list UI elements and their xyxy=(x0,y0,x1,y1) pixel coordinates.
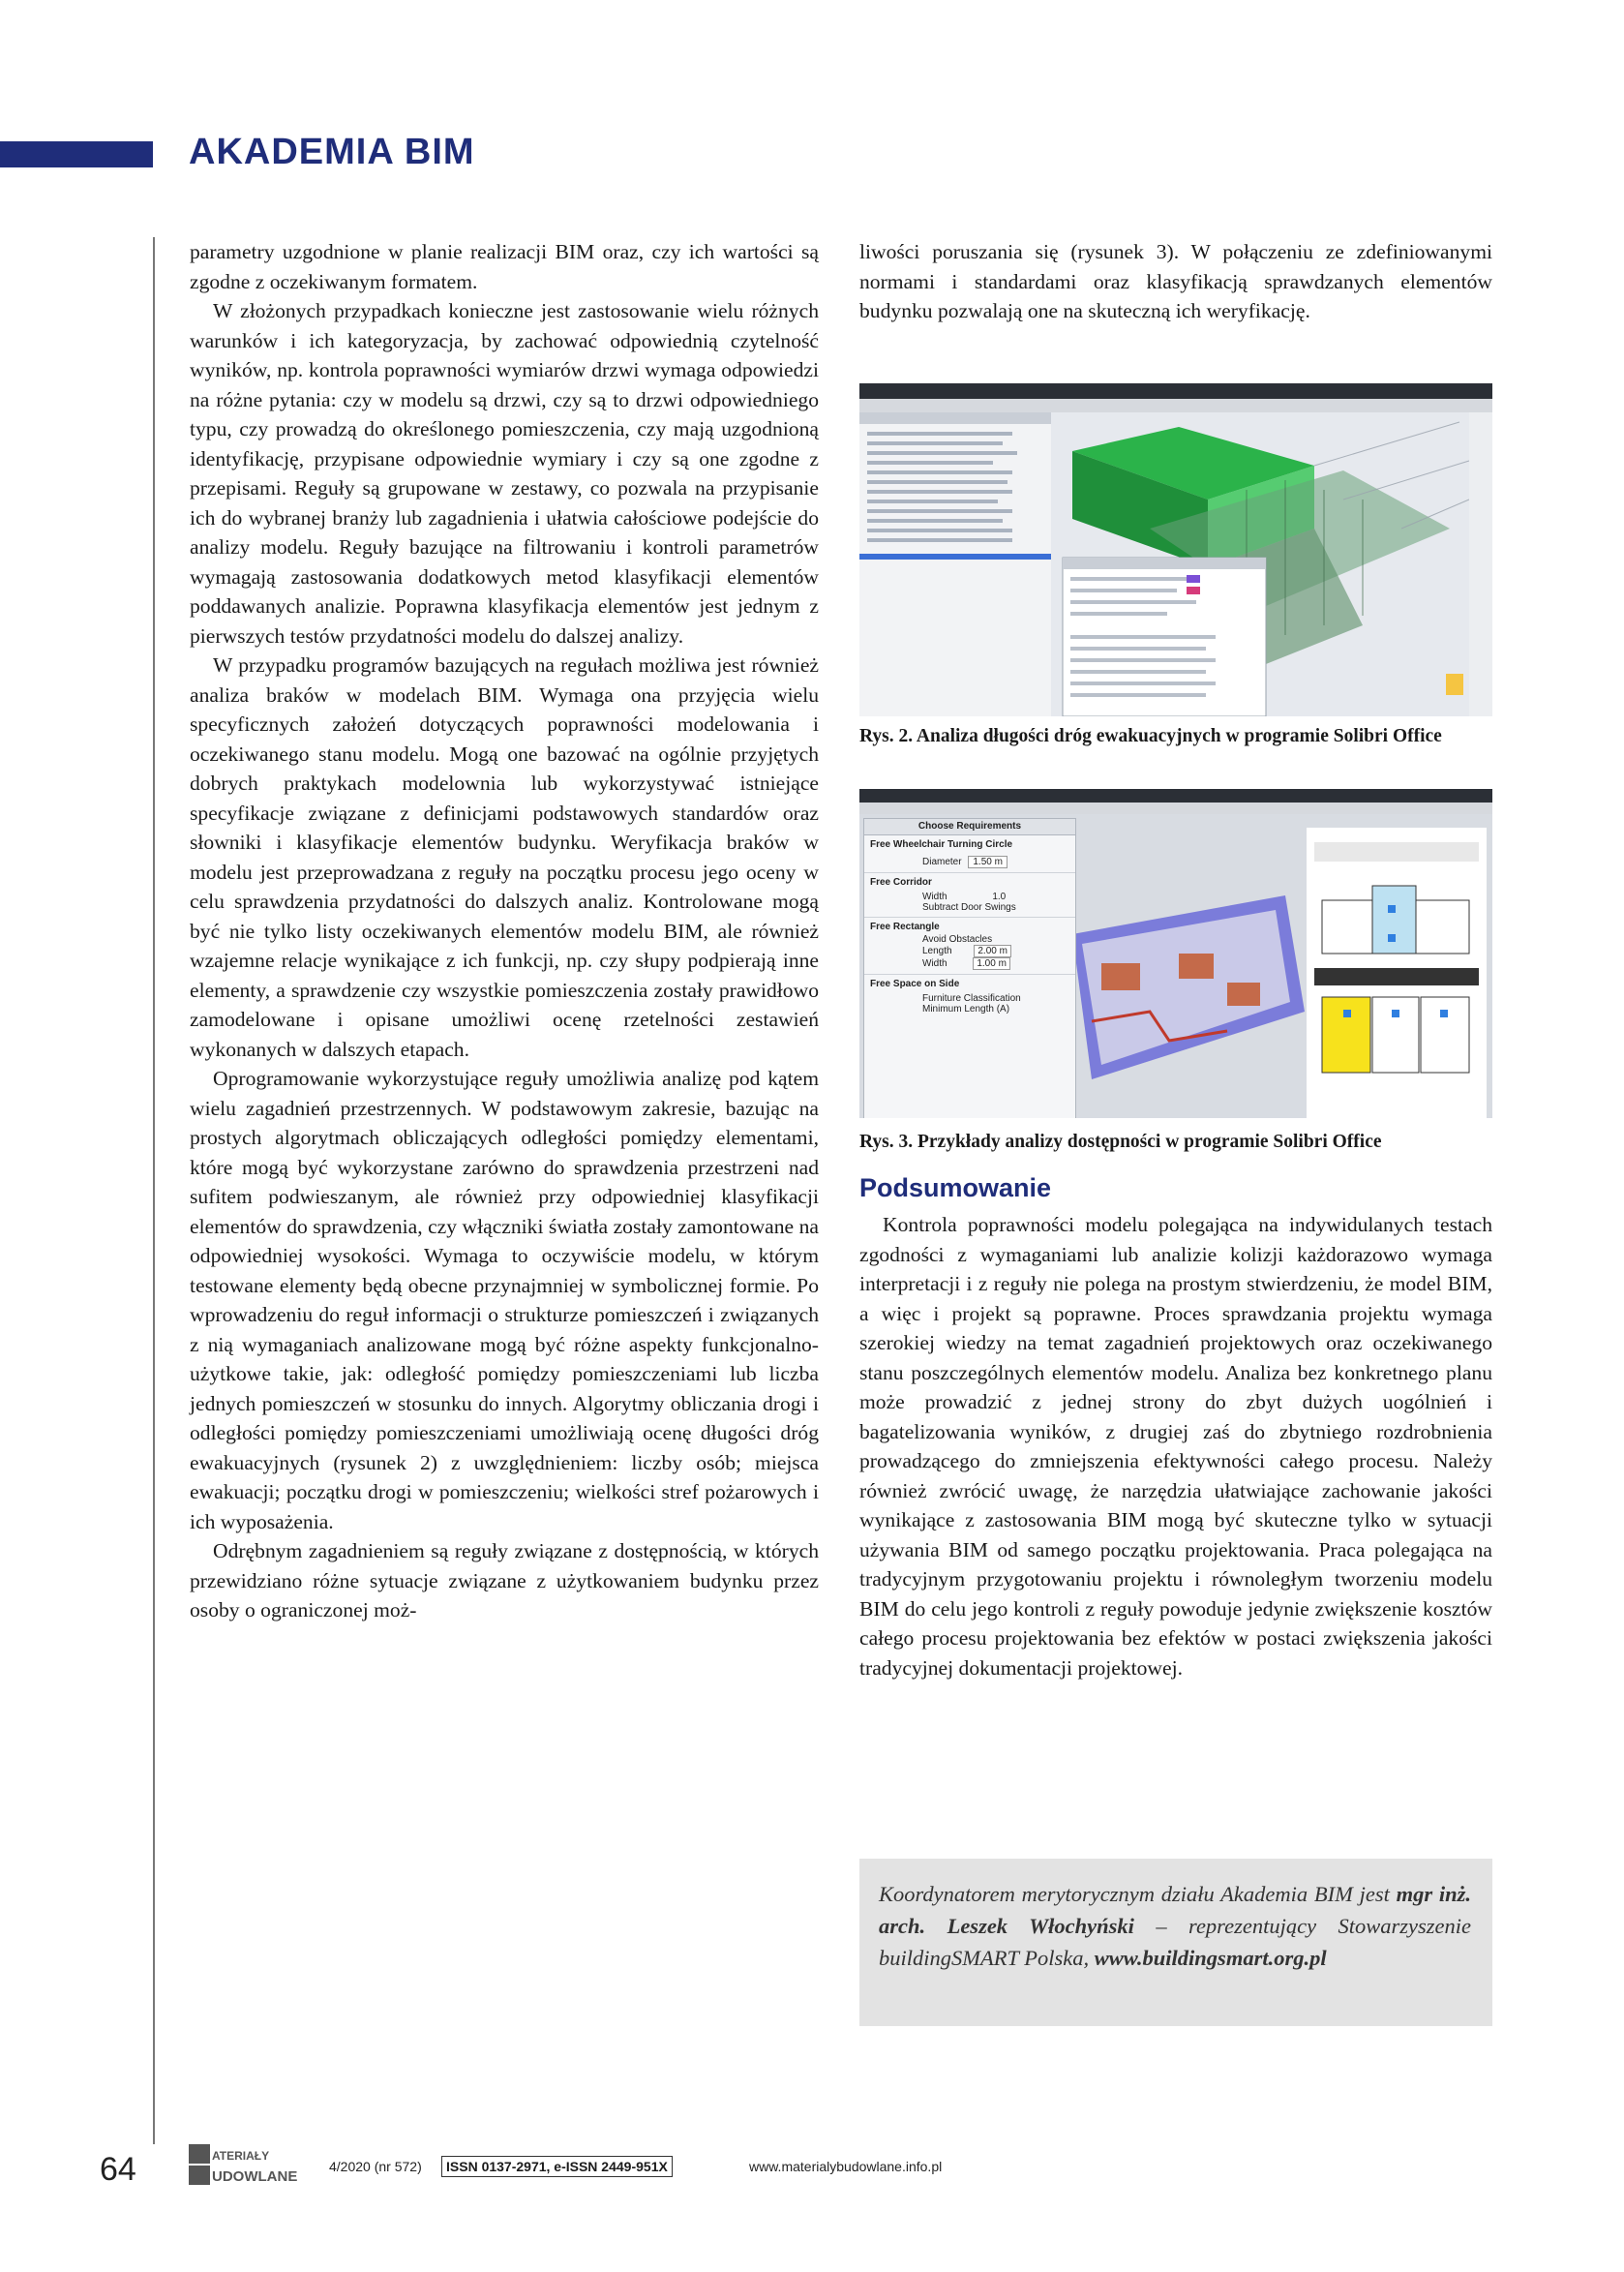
width-label: Width xyxy=(922,892,947,902)
right-column-top xyxy=(859,237,1492,326)
figure-2-screenshot xyxy=(859,383,1492,716)
requirement-label: Free Space on Side xyxy=(870,979,960,989)
diameter-label: Diameter xyxy=(922,857,962,867)
avoid-obstacles-label[interactable]: Avoid Obstacles xyxy=(922,934,993,945)
requirement-item[interactable] xyxy=(864,873,1075,918)
paragraph: Kontrola poprawności modelu polegająca na indywidulanych testach zgodności z wymaganiami lub analizie kolizji każdorazowo wymaga interpretacji i z reguły nie polega na prostym stwierdzeniu, że model BIM, a więc i projekt są poprawne. Proces sprawdzania projektu wymaga szerokiej wiedzy na temat zagadnień projektowych oraz oczekiwanego stanu poszczególnych elementów modelu. Analiza bez konkretnego planu może prowadzić z jednej strony do zbyt dużych uogólnień i bagatelizowania wyników, z drugiej zaś do zbytniego rozdrobnienia prowadzącego do zmniejszenia efektywności całego procesu. Należy również zwrócić uwagę, że narzędzia ułatwiające zachowanie jakości wynikające z zastosowania BIM mogą być skuteczne tylko w sytuacji używania BIM od samego początku projektowania. Praca polegająca na tradycyjnym przygotowaniu projektu i równoległym tworzeniu modelu BIM do celu jego kontroli z reguły powoduje jedynie zwiększenie kosztów całego procesu projektowania bez efektów w postaci zwiększenia jakości tradycyjnej dokumentacji projektowej. xyxy=(859,1213,1492,1680)
paragraph: W złożonych przypadkach konieczne jest zastosowanie wielu różnych warunków i ich kategoryzacja, by zachować odpowiednią czytelność wyników, np. kontrola poprawności wymiarów drzwi wymaga odpowiedzi na różne pytania: czy w modelu są drzwi, czy są to drzwi odpowiedniego typu, czy prowadzą do określonego pomieszczenia, czy mają uzgodnioną identyfikację, przypisane odpowiednie wymiary i czy są one zgodne z przepisami. Reguły są grupowane w zestawy, co pozwala na przypisanie ich do wybranej branży lub zagadnienia i ułatwia całościowe podejście do analizy modelu. Reguły bazujące na filtrowaniu i kontroli parametrów wymagają zastosowania dodatkowych metod klasyfikacji elementów poddawanych analizie. Poprawna klasyfikacja elementów jest jednym z pierwszych testów przydatności modelu do dalszej analizy. xyxy=(190,299,819,648)
right-column-summary xyxy=(859,1210,1492,1682)
column-rule xyxy=(153,237,155,2144)
diameter-value[interactable]: 1.50 m xyxy=(968,856,1007,868)
issn-box: ISSN 0137-2971, e-ISSN 2449-951X xyxy=(441,2156,673,2177)
requirement-label: Free Wheelchair Turning Circle xyxy=(870,839,1013,850)
paragraph: Oprogramowanie wykorzystujące reguły umożliwia analizę pod kątem wielu zagadnień przestrzennych. W podstawowym zakresie, bazując na prostych algorytmach obliczających odległości pomiędzy elementami, które mogą być wykorzystane zarówno do sprawdzenia przestrzeni nad sufitem podwieszanym, ale również przy odpowiedniej klasyfikacji elementów do sprawdzenia, czy włączniki światła zostały zamontowane na odpowiedniej wysokości. Wymaga to oczywiście modelu, w którym testowane elementy będą obecne przynajmniej w symbolicznej formie. Po wprowadzeniu do reguł informacji o strukturze pomieszczeń i związanych z nią wymaganiach analizowane mogą być różne aspekty funkcjonalno-użytkowe takie, jak: odległość pomiędzy pomieszczeniami lub liczba jednych pomieszczeń w stosunku do innych. Algorytmy obliczania drogi i odległości pomiędzy pomieszczeniami umożliwiają ocenę długości dróg ewakuacyjnych (rysunek 2) z uwzględnieniem: liczby osób; miejsca ewakuacji; początku drogi w pomieszczeniu; wielkości stref pożarowych i ich wyposażenia. xyxy=(190,1067,819,1533)
minimum-length-label: Minimum Length (A) xyxy=(922,1004,1010,1015)
left-column xyxy=(190,237,819,1625)
length-label: Length xyxy=(922,946,952,956)
length-value[interactable]: 2.00 m xyxy=(974,945,1011,957)
paragraph: liwości poruszania się (rysunek 3). W połączeniu ze zdefiniowanymi normami i standardami oraz klasyfikacją sprawdzanych elementów budynku pozwalają one na skuteczną ich weryfikację. xyxy=(859,240,1492,322)
paragraph: W przypadku programów bazujących na regułach możliwa jest również analiza braków w modelach BIM. Wymaga ona przyjęcia wielu specyficznych założeń dotyczących poprawności modelowania i oczekiwanego stanu modelu. Mogą one bazować na ogólnie przyjętych dobrych praktykach modelownia lub wykorzystywać istniejące specyfikacje związane z definicjami podstawowych standardów oraz słowniki i klasyfikacje elementów budynku. Weryfikacja braków w modelu jest przeprowadzana z reguły na początku procesu jego oceny w celu sprawdzenia przydatności do dalszych analiz. Kontrolowane mogą być nie tylko listy oczekiwanych elementów modelu BIM, ale również wzajemne relacje wynikające z ich funkcji, np. czy słupy podpierają inne elementy, a sprawdzenie czy wszystkie pomieszczenia zostały prawidłowo zamodelowane i opisane umożliwi ocenę rzetelności zestawień wykonanych w dalszych etapach. xyxy=(190,653,819,1061)
figure-2-illustration xyxy=(859,383,1492,716)
section-title: AKADEMIA BIM xyxy=(189,132,475,172)
journal-logo-mark xyxy=(189,2142,324,2189)
width-value[interactable]: 1.0 xyxy=(992,892,1007,902)
coordinator-name: mgr inż. arch. Leszek Włochyński xyxy=(879,1882,1471,1938)
page-number: 64 xyxy=(100,2151,136,2188)
figure-3-screenshot xyxy=(859,789,1492,1118)
coordinator-prefix: Koordynatorem merytorycznym działu Akademia BIM jest xyxy=(879,1882,1397,1906)
figure-2-caption: Rys. 2. Analiza długości dróg ewakuacyjnych w programie Solibri Office xyxy=(859,726,1442,746)
subtract-door-swings-label[interactable]: Subtract Door Swings xyxy=(922,902,1016,913)
issue-number: 4/2020 (nr 572) xyxy=(329,2159,422,2174)
header-accent-bar xyxy=(0,141,153,167)
requirement-label: Free Rectangle xyxy=(870,922,940,932)
website-link[interactable]: www.materialybudowlane.info.pl xyxy=(749,2159,943,2174)
choose-requirements-dialog xyxy=(863,818,1076,1118)
summary-heading: Podsumowanie xyxy=(859,1173,1052,1202)
paragraph: Odrębnym zagadnieniem są reguły związane z dostępnością, w których przewidziano różne sytuacje związane z użytkowaniem budynku przez osoby o ograniczonej moż- xyxy=(190,1539,819,1621)
requirement-item[interactable] xyxy=(864,975,1075,1018)
coordinator-note xyxy=(879,1878,1471,1974)
paragraph: parametry uzgodnione w planie realizacji BIM oraz, czy ich wartości są zgodne z oczekiwanym formatem. xyxy=(190,240,819,293)
width-value[interactable]: 1.00 m xyxy=(973,957,1010,970)
coordinator-middle: – reprezentujący Stowarzyszenie buildingSMART Polska, xyxy=(879,1914,1472,1970)
requirement-label: Free Corridor xyxy=(870,877,932,888)
coordinator-box xyxy=(859,1859,1492,2026)
requirement-item[interactable] xyxy=(864,918,1075,975)
coordinator-url[interactable]: www.buildingsmart.org.pl xyxy=(1094,1946,1327,1970)
journal-logo xyxy=(189,2142,324,2189)
width-label: Width xyxy=(922,958,947,969)
logo-top-text: ATERIAŁY xyxy=(212,2149,270,2163)
furniture-classification-label: Furniture Classification xyxy=(922,993,1021,1004)
figure-3-caption: Rys. 3. Przykłady analizy dostępności w programie Solibri Office xyxy=(859,1132,1382,1152)
dialog-titlebar xyxy=(864,819,1075,835)
requirement-item[interactable] xyxy=(864,835,1075,873)
dialog-title: Choose Requirements xyxy=(917,821,1022,832)
logo-bottom-text: UDOWLANE xyxy=(212,2168,298,2185)
